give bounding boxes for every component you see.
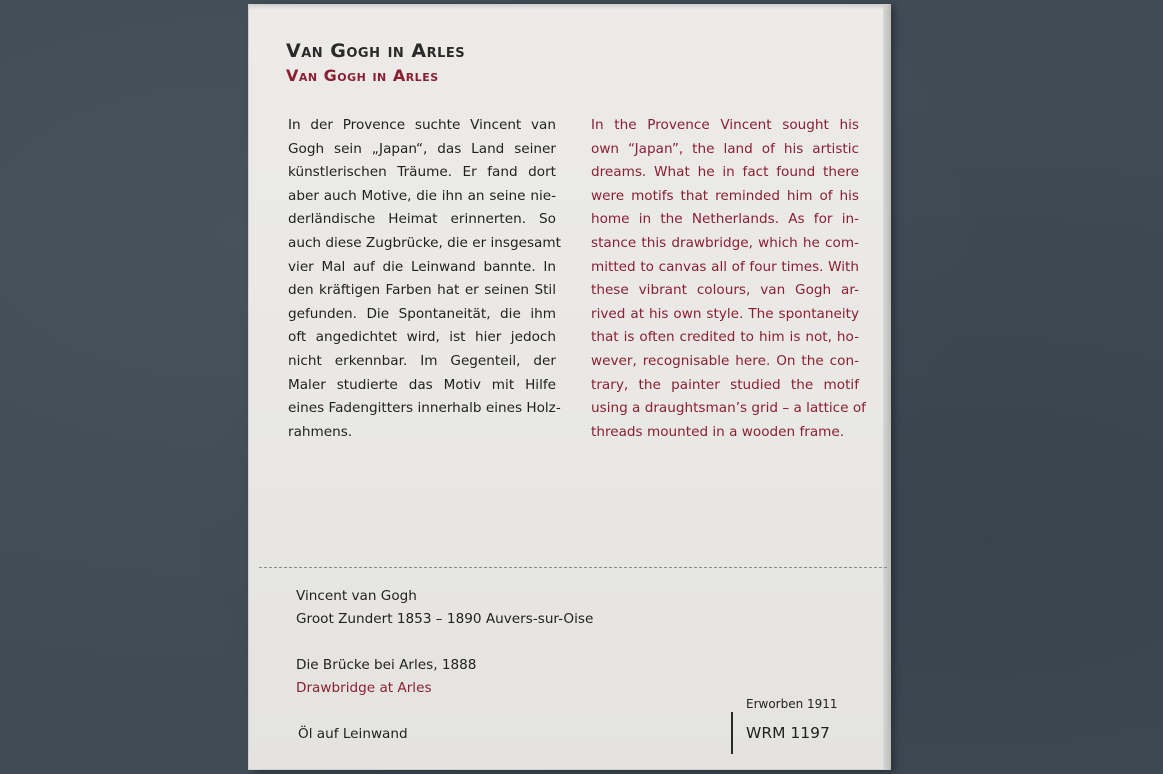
english-text-line: were motifs that reminded him of his — [591, 187, 859, 204]
english-text-line: dreams. What he in fact found there — [591, 164, 859, 181]
english-text-line: mitted to canvas all of four times. With — [591, 258, 859, 275]
english-text-line: threads mounted in a wooden frame. — [591, 423, 845, 440]
panel-top-edge — [248, 4, 888, 10]
english-text-line: wever, recognisable here. On the con- — [591, 352, 859, 369]
inventory-number: WRM 1197 — [746, 724, 830, 742]
german-text-line: derländische Heimat erinnerten. So — [288, 211, 556, 228]
panel-side-edge — [883, 4, 891, 770]
german-text-line: künstlerischen Träume. Er fand dort — [288, 164, 556, 181]
artist-life-dates: Groot Zundert 1853 – 1890 Auvers-sur-Oise — [296, 611, 594, 627]
english-text-line: In the Provence Vincent sought his — [591, 117, 859, 133]
description-german — [288, 114, 561, 444]
german-text-line: Gogh sein „Japan“, das Land seiner — [288, 140, 556, 157]
english-text-line: these vibrant colours, van Gogh ar- — [591, 282, 859, 299]
work-title-english: Drawbridge at Arles — [296, 680, 432, 696]
title-german: Van Gogh in Arles — [286, 40, 466, 62]
english-text-line: using a draughtsman’s grid – a lattice of — [591, 400, 866, 417]
english-text-line: stance this drawbridge, which he com- — [591, 234, 859, 251]
german-text-line: Maler studierte das Motiv mit Hilfe — [288, 376, 556, 393]
german-text-line: eines Fadengitters innerhalb eines Holz- — [288, 400, 561, 417]
german-text-line: vier Mal auf die Leinwand bannte. In — [288, 258, 556, 275]
german-text-line: In der Provence suchte Vincent van — [288, 117, 556, 133]
german-text-line: nicht erkennbar. Im Gegenteil, der — [288, 352, 556, 369]
english-text-line: that is often credited to him is not, ho- — [591, 329, 859, 346]
acquisition-note: Erworben 1911 — [746, 697, 838, 711]
german-text-line: den kräftigen Farben hat er seinen Stil — [288, 282, 556, 299]
german-text-line: oft angedichtet wird, ist hier jedoch — [288, 329, 556, 346]
german-text-line: rahmens. — [288, 423, 353, 440]
dashed-divider — [259, 567, 887, 568]
english-text-line: home in the Netherlands. As for in- — [591, 211, 859, 228]
medium: Öl auf Leinwand — [298, 726, 408, 742]
german-text-line: auch diese Zugbrücke, die er insgesamt — [288, 234, 561, 251]
vertical-rule — [731, 712, 733, 754]
title-english: Van Gogh in Arles — [286, 66, 439, 85]
artist-name: Vincent van Gogh — [296, 588, 417, 604]
english-text-line: trary, the painter studied the motif — [591, 376, 859, 393]
english-text-line: rived at his own style. The spontaneity — [591, 305, 859, 322]
german-text-line: gefunden. Die Spontaneität, die ihm — [288, 305, 556, 322]
work-title-german: Die Brücke bei Arles, 1888 — [296, 657, 477, 673]
description-english — [591, 114, 866, 444]
german-text-line: aber auch Motive, die ihn an seine nie- — [288, 187, 556, 204]
english-text-line: own “Japan”, the land of his artistic — [591, 140, 859, 157]
